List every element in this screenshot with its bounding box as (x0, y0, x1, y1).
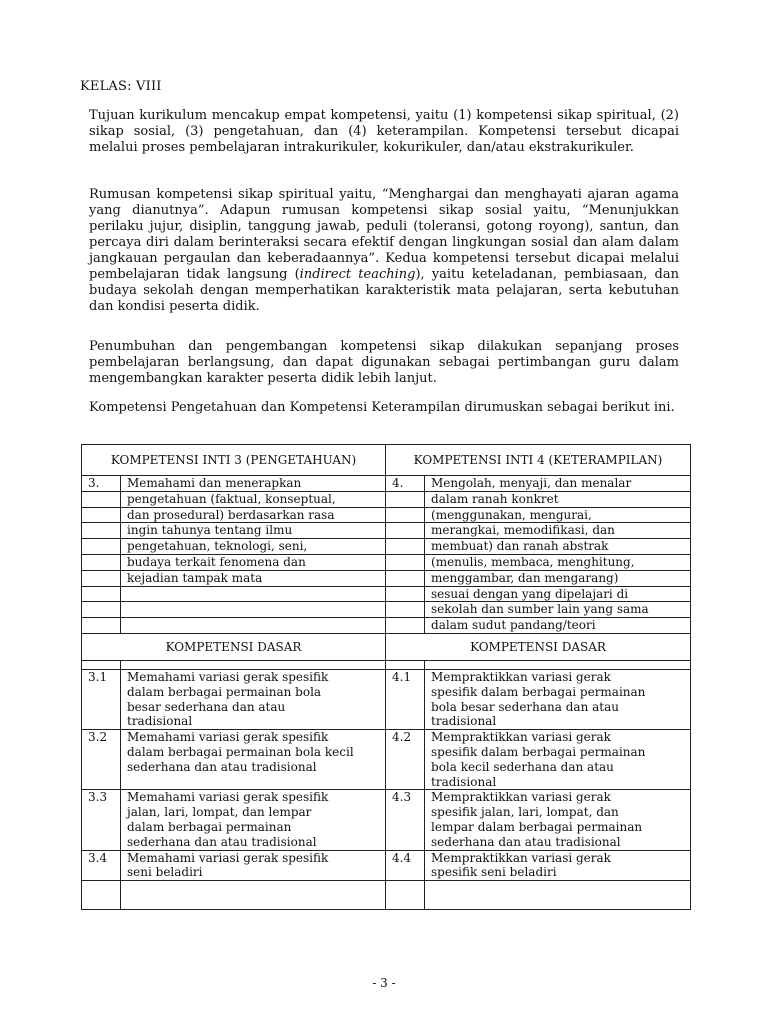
ki3-header: KOMPETENSI INTI 3 (PENGETAHUAN) (82, 445, 386, 476)
kd4-number (386, 760, 425, 775)
kd3-text-line: seni beladiri (121, 865, 386, 880)
spacer-cell (82, 660, 121, 669)
ki3-number: 3. (82, 476, 121, 492)
ki-row (82, 539, 691, 555)
ki3-text-line (121, 602, 386, 618)
ki3-number (82, 602, 121, 618)
empty-cell (425, 881, 691, 910)
kd3-number (82, 714, 121, 729)
ki4-text-line: dalam sudut pandang/teori (425, 618, 691, 634)
ki3-number (82, 539, 121, 555)
ki3-text-line: kejadian tampak mata (121, 570, 386, 586)
ki4-text-line: dalam ranah konkret (425, 491, 691, 507)
kd3-number (82, 685, 121, 700)
kd3-number (82, 820, 121, 835)
ki4-number: 4. (386, 476, 425, 492)
ki3-number (82, 523, 121, 539)
kd3-text-line: tradisional (121, 714, 386, 729)
kd4-text-line: spesifik seni beladiri (425, 865, 691, 880)
ki-row (82, 570, 691, 586)
kd4-text-line: bola besar sederhana dan atau (425, 700, 691, 715)
ki-row (82, 507, 691, 523)
kd-header-row (82, 633, 691, 660)
kd4-text-line: Mempraktikkan variasi gerak (425, 730, 691, 745)
ki4-text-line: sesuai dengan yang dipelajari di (425, 586, 691, 602)
ki3-number (82, 554, 121, 570)
kd4-text-line: bola kecil sederhana dan atau (425, 760, 691, 775)
ki4-number (386, 586, 425, 602)
ki-row (82, 476, 691, 492)
ki3-text-line: dan prosedural) berdasarkan rasa (121, 507, 386, 523)
kd3-number (82, 865, 121, 880)
kd-row (82, 714, 691, 729)
empty-cell (386, 881, 425, 910)
kd3-text-line: dalam berbagai permainan bola kecil (121, 745, 386, 760)
ki4-text-line: Mengolah, menyaji, dan menalar (425, 476, 691, 492)
ki4-text-line: menggambar, dan mengarang) (425, 570, 691, 586)
kd3-number (82, 760, 121, 775)
kd3-text-line: sederhana dan atau tradisional (121, 760, 386, 775)
empty-row (82, 881, 691, 910)
ki4-text-line: (menggunakan, mengurai, (425, 507, 691, 523)
paragraph-text: ), yaitu keteladanan, pembiasaan, dan budaya sekolah dengan memperhatikan karakteristik mata pelajaran, serta kebutuhan dan kondisi peserta didik. (89, 267, 680, 314)
page-number: - 3 - (372, 976, 396, 990)
class-label: KELAS: VIII (80, 79, 162, 94)
ki4-number (386, 491, 425, 507)
empty-cell (121, 881, 386, 910)
kd4-number (386, 835, 425, 850)
ki3-number (82, 507, 121, 523)
kd3-text-line: Memahami variasi gerak spesifik (121, 790, 386, 805)
kd3-number: 3.1 (82, 669, 121, 684)
kd-row (82, 760, 691, 775)
ki-row (82, 586, 691, 602)
spacer-row (82, 660, 691, 669)
kd-row (82, 790, 691, 805)
kd4-text-line: tradisional (425, 714, 691, 729)
ki-row (82, 491, 691, 507)
kd-row (82, 805, 691, 820)
kd-row (82, 850, 691, 865)
paragraph-attitude-development: Penumbuhan dan pengembangan kompetensi sikap dilakukan sepanjang proses pembelajaran berlangsung, dan dapat digunakan sebagai pertimbangan guru dalam mengembangkan karakter peserta didik lebih lanjut. (89, 339, 679, 386)
kd4-text-line: Mempraktikkan variasi gerak (425, 790, 691, 805)
kd4-number: 4.3 (386, 790, 425, 805)
kd3-text-line: Memahami variasi gerak spesifik (121, 730, 386, 745)
kd4-number (386, 714, 425, 729)
spacer-cell (386, 660, 425, 669)
empty-cell (82, 881, 121, 910)
kd4-text-line: Mempraktikkan variasi gerak (425, 850, 691, 865)
spacer-cell (425, 660, 691, 669)
competency-table-body (82, 445, 691, 910)
ki3-number (82, 491, 121, 507)
kd3-text-line: besar sederhana dan atau (121, 700, 386, 715)
ki4-number (386, 602, 425, 618)
ki3-text-line: pengetahuan (faktual, konseptual, (121, 491, 386, 507)
ki4-header: KOMPETENSI INTI 4 (KETERAMPILAN) (386, 445, 691, 476)
kd4-number (386, 805, 425, 820)
ki-row (82, 618, 691, 634)
kd-row (82, 669, 691, 684)
paragraph-table-intro: Kompetensi Pengetahuan dan Kompetensi Keterampilan dirumuskan sebagai berikut ini. (89, 400, 675, 415)
kd4-number (386, 745, 425, 760)
kd3-header: KOMPETENSI DASAR (82, 633, 386, 660)
spacer-cell (121, 660, 386, 669)
paragraph-italic-term: indirect teaching (299, 267, 416, 282)
ki3-text-line (121, 586, 386, 602)
kd4-number (386, 700, 425, 715)
kd4-text-line: sederhana dan atau tradisional (425, 835, 691, 850)
ki4-text-line: merangkai, memodifikasi, dan (425, 523, 691, 539)
ki3-number (82, 570, 121, 586)
kd-row (82, 775, 691, 790)
ki4-text-line: sekolah dan sumber lain yang sama (425, 602, 691, 618)
kd3-number (82, 805, 121, 820)
paragraph-text: Rumusan kompetensi sikap spiritual yaitu, “Menghargai dan menghayati ajaran agama yang dianutnya”. Adapun rumusan kompetensi sikap sosial yaitu, “Menunjukkan perilaku jujur, disiplin, tanggung jawab, peduli (toleransi, gotong royong), santun, dan percaya diri dalam berinteraksi secara efektif dengan lingkungan sosial dan alam dalam jangkauan pergaulan dan keberadaannya”. Kedua kompetensi tersebut dicapai melalui pembelajaran tidak langsung ( (89, 187, 679, 282)
kd-row (82, 820, 691, 835)
kd4-number (386, 865, 425, 880)
kd3-number: 3.2 (82, 730, 121, 745)
kd4-text-line: spesifik dalam berbagai permainan (425, 745, 691, 760)
kd4-number (386, 820, 425, 835)
kd3-text-line: Memahami variasi gerak spesifik (121, 669, 386, 684)
kd3-number (82, 775, 121, 790)
kd3-number: 3.4 (82, 850, 121, 865)
kd3-text-line: sederhana dan atau tradisional (121, 835, 386, 850)
kd4-text-line: Mempraktikkan variasi gerak (425, 669, 691, 684)
ki4-number (386, 570, 425, 586)
ki4-number (386, 507, 425, 523)
kd4-number: 4.4 (386, 850, 425, 865)
ki3-text-line: Memahami dan menerapkan (121, 476, 386, 492)
kd-row (82, 685, 691, 700)
kd-row (82, 745, 691, 760)
ki4-number (386, 618, 425, 634)
competency-table (81, 444, 691, 910)
kd3-text-line: dalam berbagai permainan bola (121, 685, 386, 700)
kd3-text-line (121, 775, 386, 790)
kd3-text-line: Memahami variasi gerak spesifik (121, 850, 386, 865)
ki4-number (386, 539, 425, 555)
ki4-text-line: (menulis, membaca, menghitung, (425, 554, 691, 570)
kd-row (82, 835, 691, 850)
kd-row (82, 700, 691, 715)
kd-row (82, 865, 691, 880)
ki-row (82, 523, 691, 539)
kd3-number (82, 700, 121, 715)
ki3-text-line: pengetahuan, teknologi, seni, (121, 539, 386, 555)
kd-row (82, 730, 691, 745)
kd4-text-line: tradisional (425, 775, 691, 790)
kd3-number (82, 745, 121, 760)
kd3-number: 3.3 (82, 790, 121, 805)
ki3-text-line: budaya terkait fenomena dan (121, 554, 386, 570)
kd4-number (386, 775, 425, 790)
ki-row (82, 602, 691, 618)
ki-row (82, 554, 691, 570)
ki3-text-line: ingin tahunya tentang ilmu (121, 523, 386, 539)
kd4-header: KOMPETENSI DASAR (386, 633, 691, 660)
ki4-number (386, 554, 425, 570)
ki3-text-line (121, 618, 386, 634)
kd3-text-line: dalam berbagai permainan (121, 820, 386, 835)
ki3-number (82, 618, 121, 634)
kd4-number: 4.2 (386, 730, 425, 745)
table-header-row (82, 445, 691, 476)
paragraph-curriculum-goals: Tujuan kurikulum mencakup empat kompetensi, yaitu (1) kompetensi sikap spiritual, (2) sikap sosial, (3) pengetahuan, dan (4) keterampilan. Kompetensi tersebut dicapai melalui proses pembelajaran intrakurikuler, kokurikuler, dan/atau ekstrakurikuler. (89, 108, 679, 155)
kd4-text-line: lempar dalam berbagai permainan (425, 820, 691, 835)
kd4-text-line: spesifik dalam berbagai permainan (425, 685, 691, 700)
paragraph-attitude-competence (89, 187, 679, 315)
kd3-number (82, 835, 121, 850)
ki4-text-line: membuat) dan ranah abstrak (425, 539, 691, 555)
kd3-text-line: jalan, lari, lompat, dan lempar (121, 805, 386, 820)
ki4-number (386, 523, 425, 539)
ki3-number (82, 586, 121, 602)
kd4-number (386, 685, 425, 700)
kd4-number: 4.1 (386, 669, 425, 684)
kd4-text-line: spesifik jalan, lari, lompat, dan (425, 805, 691, 820)
